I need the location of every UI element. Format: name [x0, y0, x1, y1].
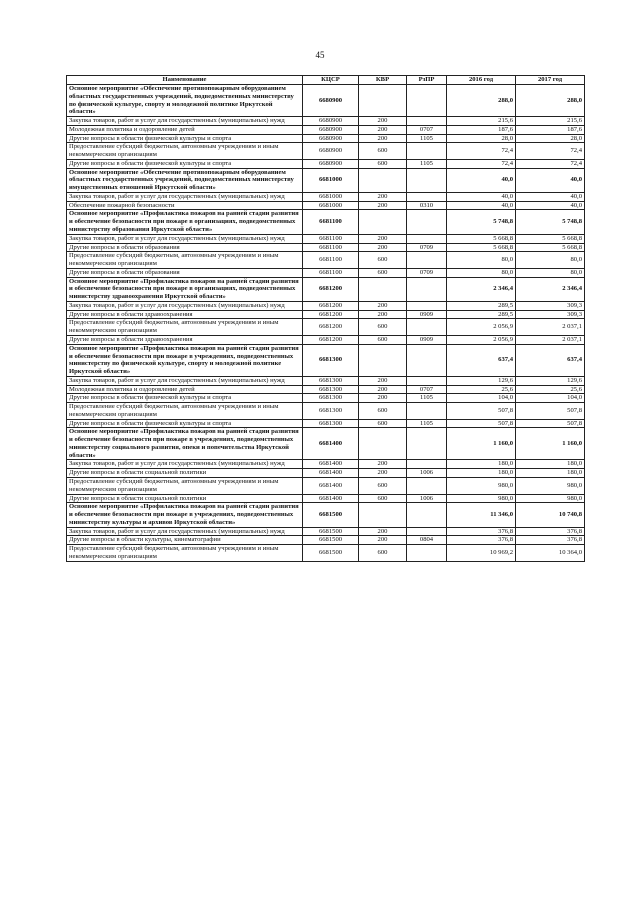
row-kvr: 600: [359, 268, 407, 277]
row-kvr: 200: [359, 527, 407, 536]
row-name: Молодежная политика и оздоровление детей: [67, 125, 303, 134]
table-row: [67, 85, 585, 117]
table-row: [67, 428, 585, 460]
row-kcsr: 6680900: [303, 125, 359, 134]
row-kvr: 200: [359, 125, 407, 134]
row-kvr: [359, 85, 407, 117]
row-kvr: 600: [359, 545, 407, 562]
row-value-2016: 289,5: [447, 301, 516, 310]
row-kvr: 200: [359, 234, 407, 243]
table-row: [67, 376, 585, 385]
table-body: [67, 85, 585, 562]
row-rzpr: 0909: [407, 335, 447, 344]
row-kvr: 200: [359, 301, 407, 310]
row-value-2017: 10 364,0: [516, 545, 585, 562]
row-value-2016: 507,8: [447, 403, 516, 420]
row-rzpr: [407, 403, 447, 420]
row-value-2017: 40,0: [516, 192, 585, 201]
row-value-2017: 376,8: [516, 527, 585, 536]
row-kcsr: 6681100: [303, 210, 359, 234]
row-value-2017: 309,3: [516, 301, 585, 310]
row-kcsr: 6681100: [303, 243, 359, 252]
row-rzpr: [407, 252, 447, 269]
row-name: Другие вопросы в области социальной политики: [67, 494, 303, 503]
row-kvr: [359, 277, 407, 301]
row-kvr: 200: [359, 243, 407, 252]
row-value-2017: 187,6: [516, 125, 585, 134]
row-kcsr: 6680900: [303, 134, 359, 143]
row-value-2016: 376,8: [447, 536, 516, 545]
row-rzpr: 0707: [407, 125, 447, 134]
row-kcsr: 6681500: [303, 536, 359, 545]
row-name: Предоставление субсидий бюджетным, автономным учреждениям и иным некоммерческим организациям: [67, 477, 303, 494]
row-name: Закупка товаров, работ и услуг для государственных (муниципальных) нужд: [67, 192, 303, 201]
header-kcsr: КЦСР: [303, 76, 359, 85]
row-name: Другие вопросы в области физической культуры и спорта: [67, 134, 303, 143]
row-kvr: [359, 168, 407, 192]
table-row: [67, 277, 585, 301]
row-kcsr: 6681300: [303, 403, 359, 420]
row-value-2016: 215,6: [447, 117, 516, 126]
row-value-2017: 507,8: [516, 403, 585, 420]
row-kcsr: 6681100: [303, 234, 359, 243]
table-row: [67, 385, 585, 394]
row-kvr: 200: [359, 310, 407, 319]
row-kvr: 200: [359, 394, 407, 403]
row-kcsr: 6681100: [303, 252, 359, 269]
header-2016: 2016 год: [447, 76, 516, 85]
row-rzpr: 1105: [407, 134, 447, 143]
row-kcsr: 6681200: [303, 301, 359, 310]
table-row: [67, 159, 585, 168]
row-kvr: 600: [359, 252, 407, 269]
row-rzpr: [407, 234, 447, 243]
table-row: [67, 192, 585, 201]
row-kcsr: 6681500: [303, 545, 359, 562]
row-rzpr: 0707: [407, 385, 447, 394]
row-kvr: 200: [359, 134, 407, 143]
row-kcsr: 6680900: [303, 117, 359, 126]
row-name: Закупка товаров, работ и услуг для государственных (муниципальных) нужд: [67, 460, 303, 469]
row-value-2017: 40,0: [516, 168, 585, 192]
row-kcsr: 6680900: [303, 143, 359, 160]
row-value-2016: 25,6: [447, 385, 516, 394]
row-kcsr: 6681100: [303, 268, 359, 277]
row-rzpr: [407, 277, 447, 301]
row-kcsr: 6681000: [303, 201, 359, 210]
row-kvr: 200: [359, 460, 407, 469]
row-value-2017: 288,0: [516, 85, 585, 117]
row-kvr: 600: [359, 335, 407, 344]
row-name: Предоставление субсидий бюджетным, автономным учреждениям и иным некоммерческим организациям: [67, 319, 303, 336]
row-kvr: 200: [359, 376, 407, 385]
row-value-2016: 129,6: [447, 376, 516, 385]
row-value-2016: 180,0: [447, 460, 516, 469]
table-row: [67, 527, 585, 536]
row-rzpr: [407, 85, 447, 117]
row-name: Закупка товаров, работ и услуг для государственных (муниципальных) нужд: [67, 376, 303, 385]
row-kvr: 600: [359, 159, 407, 168]
row-name: Закупка товаров, работ и услуг для государственных (муниципальных) нужд: [67, 234, 303, 243]
row-rzpr: [407, 477, 447, 494]
table-row: [67, 503, 585, 527]
row-name: Предоставление субсидий бюджетным, автономным учреждениям и иным некоммерческим организациям: [67, 545, 303, 562]
row-kcsr: 6681400: [303, 460, 359, 469]
table-row: [67, 536, 585, 545]
row-name: Закупка товаров, работ и услуг для государственных (муниципальных) нужд: [67, 117, 303, 126]
row-value-2017: 980,0: [516, 494, 585, 503]
row-value-2017: 80,0: [516, 268, 585, 277]
table-row: [67, 460, 585, 469]
table-row: [67, 301, 585, 310]
row-value-2017: 40,0: [516, 201, 585, 210]
row-kvr: 200: [359, 469, 407, 478]
row-rzpr: [407, 503, 447, 527]
row-name: Основное мероприятие «Профилактика пожаров на ранней стадии развития и обеспечение безопасности при пожаре в организациях, подведомственных министерству образования Иркутской области»: [67, 210, 303, 234]
table-row: [67, 319, 585, 336]
row-kcsr: 6681300: [303, 344, 359, 376]
row-kvr: [359, 344, 407, 376]
row-kvr: 200: [359, 117, 407, 126]
row-kvr: [359, 428, 407, 460]
row-kvr: 200: [359, 192, 407, 201]
table-row: [67, 143, 585, 160]
row-value-2017: 376,8: [516, 536, 585, 545]
row-kvr: [359, 503, 407, 527]
row-name: Другие вопросы в области социальной политики: [67, 469, 303, 478]
row-value-2016: 637,4: [447, 344, 516, 376]
row-kvr: 600: [359, 477, 407, 494]
row-rzpr: 0804: [407, 536, 447, 545]
row-name: Другие вопросы в области образования: [67, 268, 303, 277]
row-name: Основное мероприятие «Обеспечение противопожарным оборудованием областных государственных учреждений, подведомственных министерству имущественных отношений Иркутской области»: [67, 168, 303, 192]
table-row: [67, 335, 585, 344]
row-kvr: 600: [359, 403, 407, 420]
row-value-2017: 10 740,8: [516, 503, 585, 527]
row-rzpr: 0310: [407, 201, 447, 210]
row-value-2016: 10 969,2: [447, 545, 516, 562]
table-row: [67, 419, 585, 428]
row-rzpr: 0909: [407, 310, 447, 319]
row-name: Основное мероприятие «Профилактика пожаров на ранней стадии развития и обеспечение безопасности при пожаре в организациях, подведомственных министерству здравоохранения Иркутской области»: [67, 277, 303, 301]
row-name: Основное мероприятие «Обеспечение противопожарным оборудованием областных государственных учреждений, подведомственных министерству по физической культуре, спорту и молодежной политике Иркутской области»: [67, 85, 303, 117]
table-row: [67, 168, 585, 192]
row-kcsr: 6681300: [303, 419, 359, 428]
table-row: [67, 545, 585, 562]
row-rzpr: 1105: [407, 394, 447, 403]
row-value-2017: 129,6: [516, 376, 585, 385]
row-kvr: 600: [359, 319, 407, 336]
table-row: [67, 477, 585, 494]
row-name: Другие вопросы в области физической культуры и спорта: [67, 394, 303, 403]
row-value-2016: 40,0: [447, 168, 516, 192]
row-kcsr: 6681500: [303, 503, 359, 527]
row-name: Основное мероприятие «Профилактика пожаров на ранней стадии развития и обеспечение безопасности при пожаре в учреждениях, подведомственных министерству культуры и архивов Иркутской области»: [67, 503, 303, 527]
row-value-2017: 180,0: [516, 460, 585, 469]
row-value-2017: 1 160,0: [516, 428, 585, 460]
table-row: [67, 210, 585, 234]
row-value-2017: 215,6: [516, 117, 585, 126]
row-kcsr: 6681300: [303, 376, 359, 385]
row-rzpr: [407, 192, 447, 201]
budget-table: [66, 75, 585, 562]
row-name: Другие вопросы в области культуры, кинематографии: [67, 536, 303, 545]
row-kvr: 200: [359, 201, 407, 210]
row-kcsr: 6681300: [303, 394, 359, 403]
row-rzpr: [407, 117, 447, 126]
row-rzpr: [407, 168, 447, 192]
row-value-2016: 2 056,9: [447, 335, 516, 344]
row-value-2017: 5 668,8: [516, 243, 585, 252]
row-rzpr: 1105: [407, 159, 447, 168]
row-value-2016: 5 668,8: [447, 234, 516, 243]
row-value-2016: 80,0: [447, 268, 516, 277]
row-name: Другие вопросы в области здравоохранения: [67, 310, 303, 319]
row-rzpr: 1006: [407, 494, 447, 503]
row-kcsr: 6681400: [303, 494, 359, 503]
row-name: Другие вопросы в области образования: [67, 243, 303, 252]
row-value-2017: 25,6: [516, 385, 585, 394]
row-value-2017: 2 346,4: [516, 277, 585, 301]
row-kcsr: 6681400: [303, 477, 359, 494]
row-value-2017: 28,0: [516, 134, 585, 143]
row-name: Основное мероприятие «Профилактика пожаров на ранней стадии развития и обеспечение безопасности при пожаре в учреждениях, подведомственных министерству социального развития, опеки и попечительства Иркутской области»: [67, 428, 303, 460]
row-kcsr: 6681400: [303, 469, 359, 478]
row-name: Другие вопросы в области физической культуры и спорта: [67, 159, 303, 168]
header-2017: 2017 год: [516, 76, 585, 85]
row-rzpr: [407, 344, 447, 376]
row-value-2017: 2 037,1: [516, 335, 585, 344]
row-value-2016: 980,0: [447, 477, 516, 494]
row-kcsr: 6681200: [303, 319, 359, 336]
row-kvr: 600: [359, 494, 407, 503]
row-value-2016: 289,5: [447, 310, 516, 319]
row-kcsr: 6681500: [303, 527, 359, 536]
row-rzpr: [407, 527, 447, 536]
row-kcsr: 6681400: [303, 428, 359, 460]
header-kvr: КВР: [359, 76, 407, 85]
table-row: [67, 117, 585, 126]
row-value-2016: 28,0: [447, 134, 516, 143]
row-kcsr: 6681300: [303, 385, 359, 394]
row-value-2016: 2 346,4: [447, 277, 516, 301]
table-row: [67, 134, 585, 143]
table-row: [67, 310, 585, 319]
row-kvr: 600: [359, 419, 407, 428]
page-number: 45: [315, 50, 325, 60]
row-value-2016: 288,0: [447, 85, 516, 117]
table-row: [67, 243, 585, 252]
row-value-2016: 187,6: [447, 125, 516, 134]
row-value-2016: 72,4: [447, 143, 516, 160]
row-value-2017: 104,0: [516, 394, 585, 403]
row-value-2017: 5 668,8: [516, 234, 585, 243]
row-name: Обеспечение пожарной безопасности: [67, 201, 303, 210]
row-value-2016: 5 668,8: [447, 243, 516, 252]
row-value-2017: 980,0: [516, 477, 585, 494]
header-rzpr: РзПР: [407, 76, 447, 85]
row-rzpr: 0709: [407, 243, 447, 252]
row-value-2017: 637,4: [516, 344, 585, 376]
table-header-row: [67, 76, 585, 85]
row-kvr: 200: [359, 536, 407, 545]
row-kcsr: 6680900: [303, 159, 359, 168]
row-value-2016: 40,0: [447, 201, 516, 210]
row-name: Предоставление субсидий бюджетным, автономным учреждениям и иным некоммерческим организациям: [67, 143, 303, 160]
row-value-2016: 2 056,9: [447, 319, 516, 336]
row-value-2016: 980,0: [447, 494, 516, 503]
row-name: Предоставление субсидий бюджетным, автономным учреждениям и иным некоммерческим организациям: [67, 403, 303, 420]
row-name: Другие вопросы в области здравоохранения: [67, 335, 303, 344]
row-rzpr: [407, 301, 447, 310]
row-kcsr: 6681200: [303, 310, 359, 319]
row-value-2017: 80,0: [516, 252, 585, 269]
table-row: [67, 403, 585, 420]
row-value-2016: 80,0: [447, 252, 516, 269]
table-row: [67, 201, 585, 210]
row-value-2017: 72,4: [516, 159, 585, 168]
row-rzpr: [407, 143, 447, 160]
table-row: [67, 125, 585, 134]
row-kcsr: 6681200: [303, 335, 359, 344]
table-row: [67, 344, 585, 376]
row-name: Закупка товаров, работ и услуг для государственных (муниципальных) нужд: [67, 301, 303, 310]
row-value-2016: 40,0: [447, 192, 516, 201]
row-rzpr: [407, 319, 447, 336]
row-rzpr: 0709: [407, 268, 447, 277]
table-row: [67, 394, 585, 403]
row-kvr: 600: [359, 143, 407, 160]
header-name: Наименование: [67, 76, 303, 85]
row-rzpr: 1006: [407, 469, 447, 478]
row-kcsr: 6681000: [303, 168, 359, 192]
row-value-2017: 5 748,8: [516, 210, 585, 234]
row-rzpr: [407, 545, 447, 562]
row-value-2017: 2 037,1: [516, 319, 585, 336]
row-rzpr: [407, 376, 447, 385]
row-value-2016: 104,0: [447, 394, 516, 403]
row-kcsr: 6680900: [303, 85, 359, 117]
row-rzpr: [407, 428, 447, 460]
row-value-2017: 507,8: [516, 419, 585, 428]
row-value-2017: 72,4: [516, 143, 585, 160]
row-value-2016: 72,4: [447, 159, 516, 168]
row-rzpr: 1105: [407, 419, 447, 428]
row-value-2016: 1 160,0: [447, 428, 516, 460]
row-kcsr: 6681200: [303, 277, 359, 301]
row-kvr: 200: [359, 385, 407, 394]
row-value-2016: 507,8: [447, 419, 516, 428]
table-row: [67, 494, 585, 503]
row-kvr: [359, 210, 407, 234]
row-name: Предоставление субсидий бюджетным, автономным учреждениям и иным некоммерческим организациям: [67, 252, 303, 269]
row-value-2016: 11 346,0: [447, 503, 516, 527]
table-row: [67, 252, 585, 269]
row-name: Другие вопросы в области физической культуры и спорта: [67, 419, 303, 428]
row-name: Основное мероприятие «Профилактика пожаров на ранней стадии развития и обеспечение безопасности при пожаре в учреждениях, подведомственных министерству по физической культуре, спорту и молодежной политике Иркутской области»: [67, 344, 303, 376]
row-value-2016: 376,8: [447, 527, 516, 536]
table-row: [67, 268, 585, 277]
row-value-2017: 180,0: [516, 469, 585, 478]
row-value-2016: 180,0: [447, 469, 516, 478]
table-row: [67, 234, 585, 243]
row-value-2016: 5 748,8: [447, 210, 516, 234]
table-row: [67, 469, 585, 478]
row-rzpr: [407, 210, 447, 234]
row-kcsr: 6681000: [303, 192, 359, 201]
row-name: Молодежная политика и оздоровление детей: [67, 385, 303, 394]
row-value-2017: 309,3: [516, 310, 585, 319]
row-name: Закупка товаров, работ и услуг для государственных (муниципальных) нужд: [67, 527, 303, 536]
row-rzpr: [407, 460, 447, 469]
